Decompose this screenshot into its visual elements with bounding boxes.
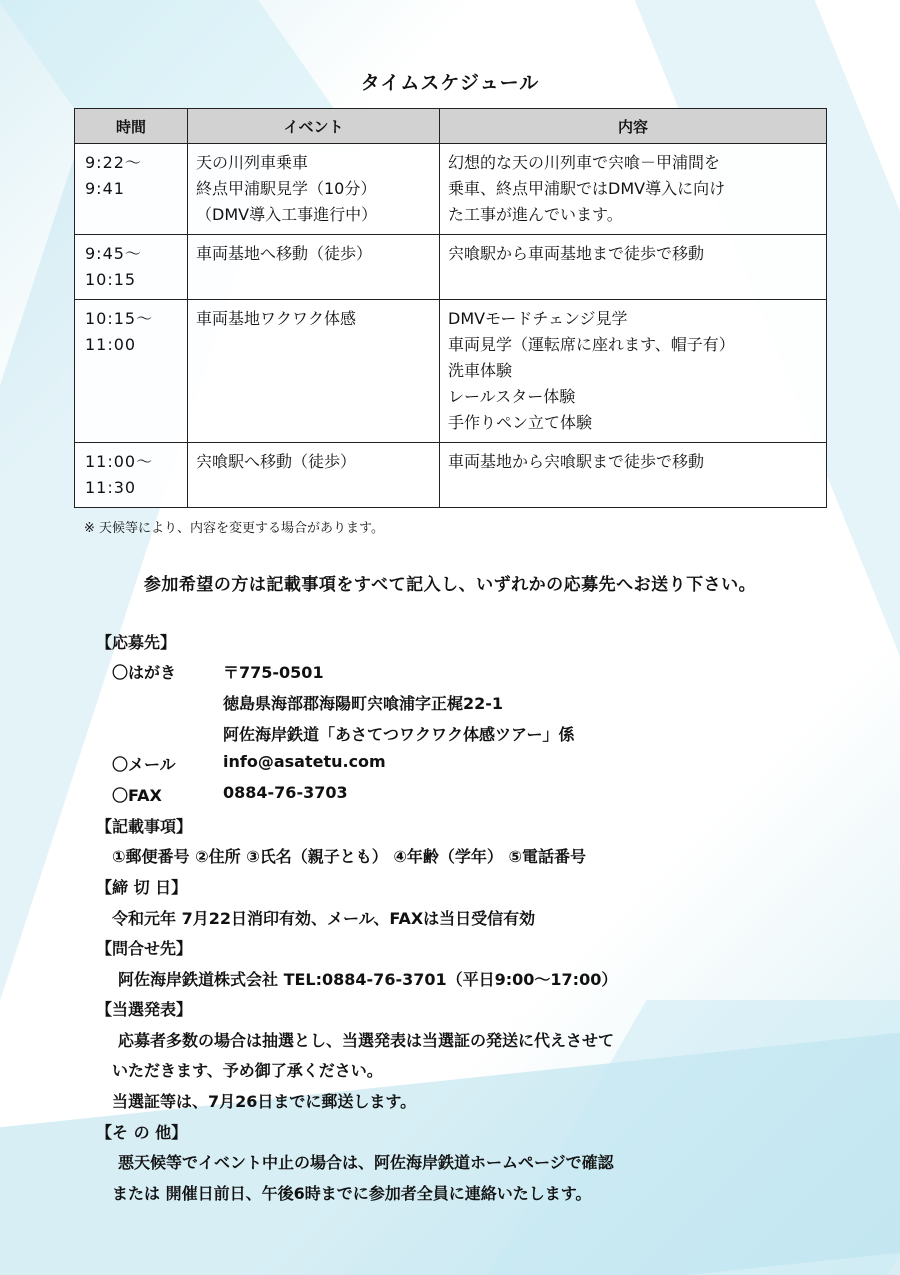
event-cell bbox=[188, 300, 440, 443]
postcard-label: 〇はがき bbox=[112, 663, 177, 682]
content-cell bbox=[440, 443, 827, 508]
content-line: レールスター体験 bbox=[448, 387, 576, 406]
content-line: 手作りペン立て体験 bbox=[448, 413, 593, 432]
content-line: 宍喰駅から車両基地まで徒歩で移動 bbox=[448, 244, 705, 263]
time-cell bbox=[75, 144, 188, 235]
content-line: た工事が進んでいます。 bbox=[448, 205, 623, 224]
time-start: 11:00～ bbox=[85, 452, 154, 471]
deadline-text: 令和元年 7月22日消印有効、メール、FAXは当日受信有効 bbox=[112, 909, 536, 928]
content-line: 車両見学（運転席に座れます、帽子有） bbox=[448, 335, 735, 354]
required-items: ①郵便番号 ②住所 ③氏名（親子とも） ④年齢（学年） ⑤電話番号 bbox=[112, 847, 587, 866]
time-cell bbox=[75, 443, 188, 508]
time-end: 10:15 bbox=[85, 270, 137, 289]
table-row bbox=[75, 300, 827, 443]
event-cell bbox=[188, 443, 440, 508]
table-row bbox=[75, 443, 827, 508]
content-line: 洗車体験 bbox=[448, 361, 513, 380]
event-line: 車両基地ワクワク体感 bbox=[196, 309, 357, 328]
other-line: または 開催日前日、午後6時までに参加者全員に連絡いたします。 bbox=[112, 1184, 592, 1203]
header-time: 時間 bbox=[75, 109, 188, 144]
schedule-note: ※ 天候等により、内容を変更する場合があります。 bbox=[84, 521, 384, 536]
announcement-line: 当選証等は、7月26日までに郵送します。 bbox=[112, 1092, 417, 1111]
announcement-line: いただきます、予め御了承ください。 bbox=[112, 1061, 383, 1080]
postcard-recipient: 阿佐海岸鉄道「あさてつワクワク体感ツアー」係 bbox=[223, 725, 575, 744]
section-heading-contact: 【問合せ先】 bbox=[96, 939, 193, 958]
time-start: 9:22～ bbox=[85, 153, 142, 172]
content-line: 幻想的な天の川列車で宍喰－甲浦間を bbox=[448, 153, 721, 172]
mail-address: info@asatetu.com bbox=[223, 752, 386, 771]
content-cell bbox=[440, 235, 827, 300]
table-row bbox=[75, 144, 827, 235]
time-end: 11:00 bbox=[85, 335, 137, 354]
fax-number: 0884-76-3703 bbox=[223, 783, 348, 802]
event-line: 天の川列車乗車 bbox=[196, 153, 309, 172]
postcard-zip: 〒775-0501 bbox=[223, 663, 324, 682]
lead-instruction: 参加希望の方は記載事項をすべて記入し、いずれかの応募先へお送り下さい。 bbox=[143, 575, 757, 595]
contact-text: 阿佐海岸鉄道株式会社 TEL:0884-76-3701（平日9:00～17:00） bbox=[118, 970, 618, 989]
time-end: 11:30 bbox=[85, 478, 137, 497]
page-title: タイムスケジュール bbox=[360, 72, 540, 94]
event-line: （DMV導入工事進行中） bbox=[196, 205, 378, 224]
other-line: 悪天候等でイベント中止の場合は、阿佐海岸鉄道ホームページで確認 bbox=[118, 1153, 614, 1172]
schedule-table bbox=[74, 108, 827, 508]
content-line: 車両基地から宍喰駅まで徒歩で移動 bbox=[448, 452, 705, 471]
announcement-line: 応募者多数の場合は抽選とし、当選発表は当選証の発送に代えさせて bbox=[118, 1031, 615, 1050]
content-cell bbox=[440, 300, 827, 443]
header-content: 内容 bbox=[440, 109, 827, 144]
time-start: 10:15～ bbox=[85, 309, 154, 328]
section-heading-deadline: 【締 切 日】 bbox=[96, 878, 188, 897]
event-cell bbox=[188, 144, 440, 235]
mail-label: 〇メール bbox=[112, 755, 176, 774]
time-cell bbox=[75, 300, 188, 443]
section-heading-other: 【そ の 他】 bbox=[96, 1123, 188, 1142]
postcard-address: 徳島県海部郡海陽町宍喰浦字正梶22-1 bbox=[223, 694, 504, 713]
event-line: 終点甲浦駅見学（10分） bbox=[196, 179, 377, 198]
table-header-row bbox=[75, 109, 827, 144]
event-cell bbox=[188, 235, 440, 300]
header-event: イベント bbox=[188, 109, 440, 144]
event-line: 車両基地へ移動（徒歩） bbox=[196, 244, 373, 263]
section-heading-required: 【記載事項】 bbox=[96, 817, 193, 836]
section-heading-announcement: 【当選発表】 bbox=[96, 1000, 193, 1019]
fax-label: 〇FAX bbox=[112, 786, 162, 805]
section-heading-application: 【応募先】 bbox=[96, 633, 177, 652]
content-cell bbox=[440, 144, 827, 235]
time-start: 9:45～ bbox=[85, 244, 142, 263]
content-line: DMVモードチェンジ見学 bbox=[448, 309, 628, 328]
time-cell bbox=[75, 235, 188, 300]
event-line: 宍喰駅へ移動（徒歩） bbox=[196, 452, 357, 471]
table-row bbox=[75, 235, 827, 300]
content-line: 乗車、終点甲浦駅ではDMV導入に向け bbox=[448, 179, 726, 198]
time-end: 9:41 bbox=[85, 179, 125, 198]
